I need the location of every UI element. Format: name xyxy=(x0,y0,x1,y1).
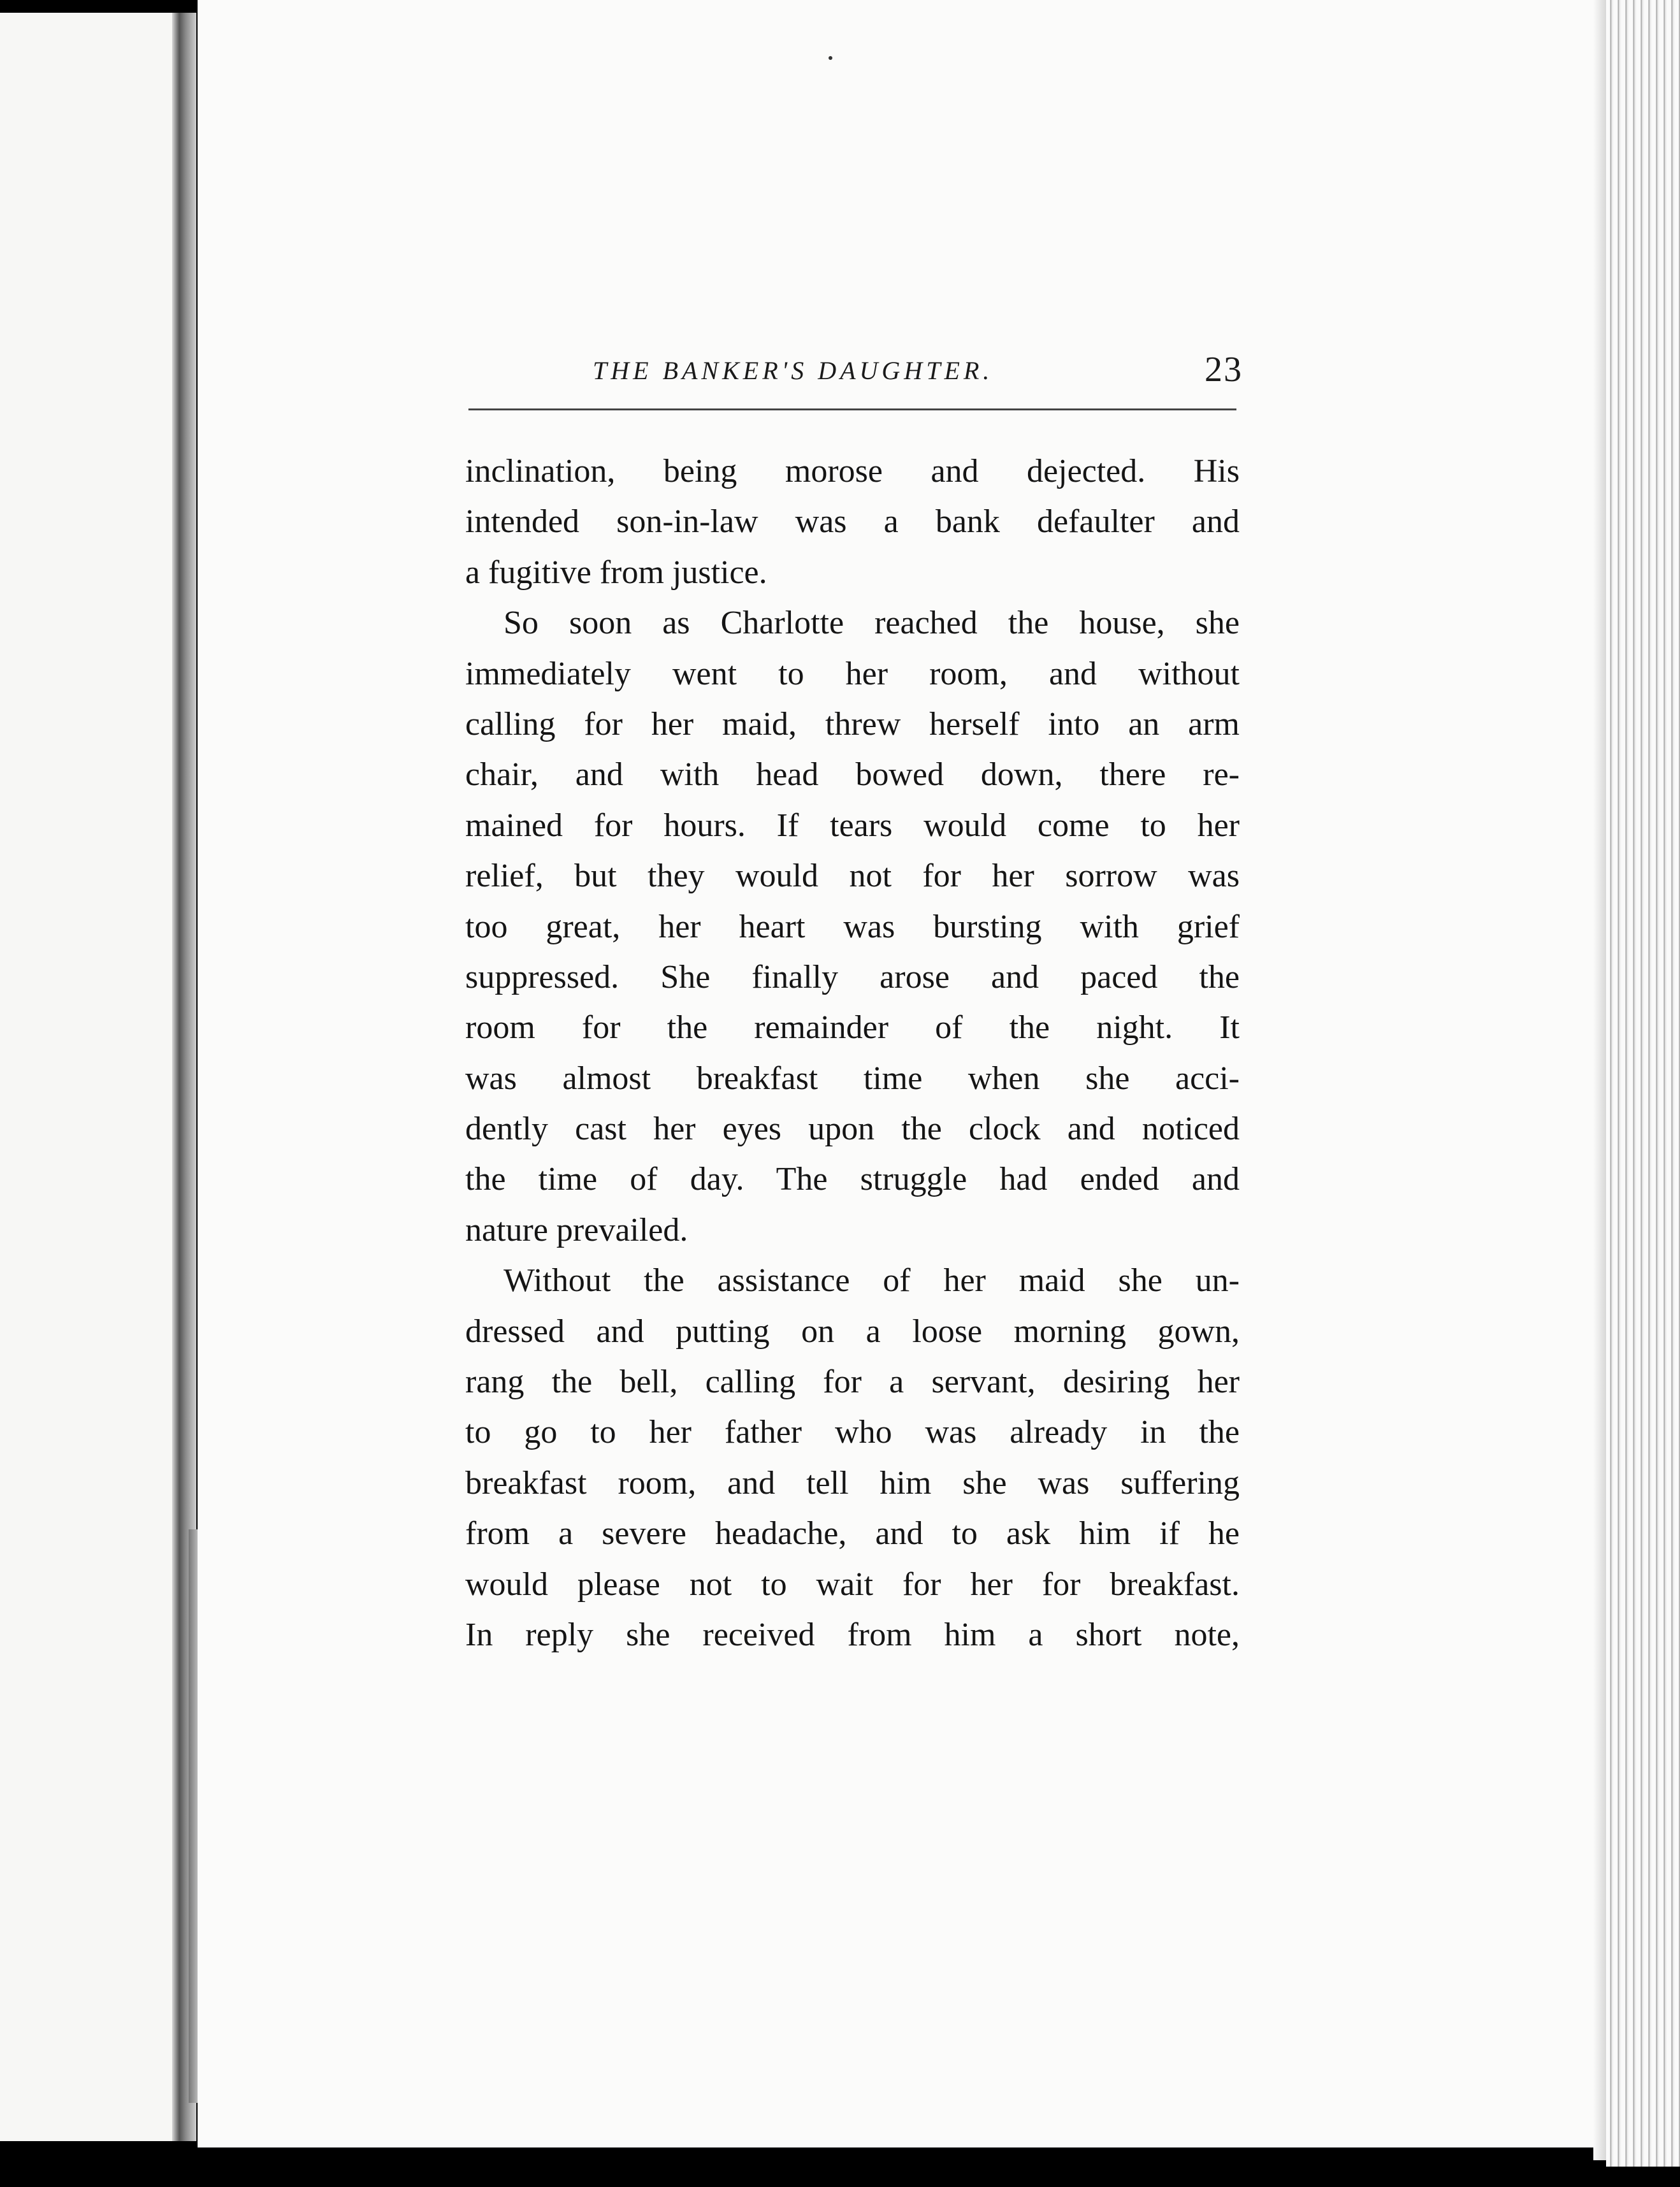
text-line: intended son-in-law was a bank defaulter and xyxy=(465,503,1240,540)
paragraph-start-line: So soon as Charlotte reached the house, she xyxy=(503,605,1240,642)
text-line: from a severe headache, and to ask him if he xyxy=(465,1515,1240,1552)
text-line: calling for her maid, threw herself into an arm xyxy=(465,705,1240,742)
paragraph-start-line: Without the assistance of her maid she un- xyxy=(503,1262,1240,1299)
text-line: mained for hours. If tears would come to her xyxy=(465,807,1240,844)
text-line: breakfast room, and tell him she was suffering xyxy=(465,1464,1240,1501)
text-line: dressed and putting on a loose morning gown, xyxy=(465,1313,1240,1350)
body-text xyxy=(465,446,1240,1660)
page-stack-edge xyxy=(1606,0,1680,2167)
text-line: chair, and with head bowed down, there re- xyxy=(465,756,1240,793)
facing-page-edge xyxy=(0,13,189,2141)
text-line: relief, but they would not for her sorrow was xyxy=(465,858,1240,895)
text-line: a fugitive from justice. xyxy=(465,554,767,591)
running-title: THE BANKER'S DAUGHTER. xyxy=(593,356,994,385)
text-line: immediately went to her room, and without xyxy=(465,655,1240,692)
text-line: the time of day. The struggle had ended and xyxy=(465,1161,1240,1198)
text-line: room for the remainder of the night. It xyxy=(465,1009,1240,1046)
text-line: rang the bell, calling for a servant, desiring her xyxy=(465,1364,1240,1401)
text-line: inclination, being morose and dejected. His xyxy=(465,453,1240,489)
text-line: was almost breakfast time when she acci- xyxy=(465,1060,1240,1097)
text-line: In reply she received from him a short note, xyxy=(465,1616,1240,1653)
text-line: nature prevailed. xyxy=(465,1211,688,1248)
text-line: would please not to wait for her for breakfast. xyxy=(465,1566,1240,1603)
text-line: dently cast her eyes upon the clock and noticed xyxy=(465,1111,1240,1148)
text-line: suppressed. She finally arose and paced the xyxy=(465,958,1240,995)
text-line: to go to her father who was already in the xyxy=(465,1414,1240,1451)
text-line: too great, her heart was bursting with grief xyxy=(465,908,1240,945)
paper-speck xyxy=(829,56,832,60)
header-rule xyxy=(468,408,1236,410)
running-head xyxy=(465,349,1243,400)
page-number: 23 xyxy=(1205,350,1243,389)
